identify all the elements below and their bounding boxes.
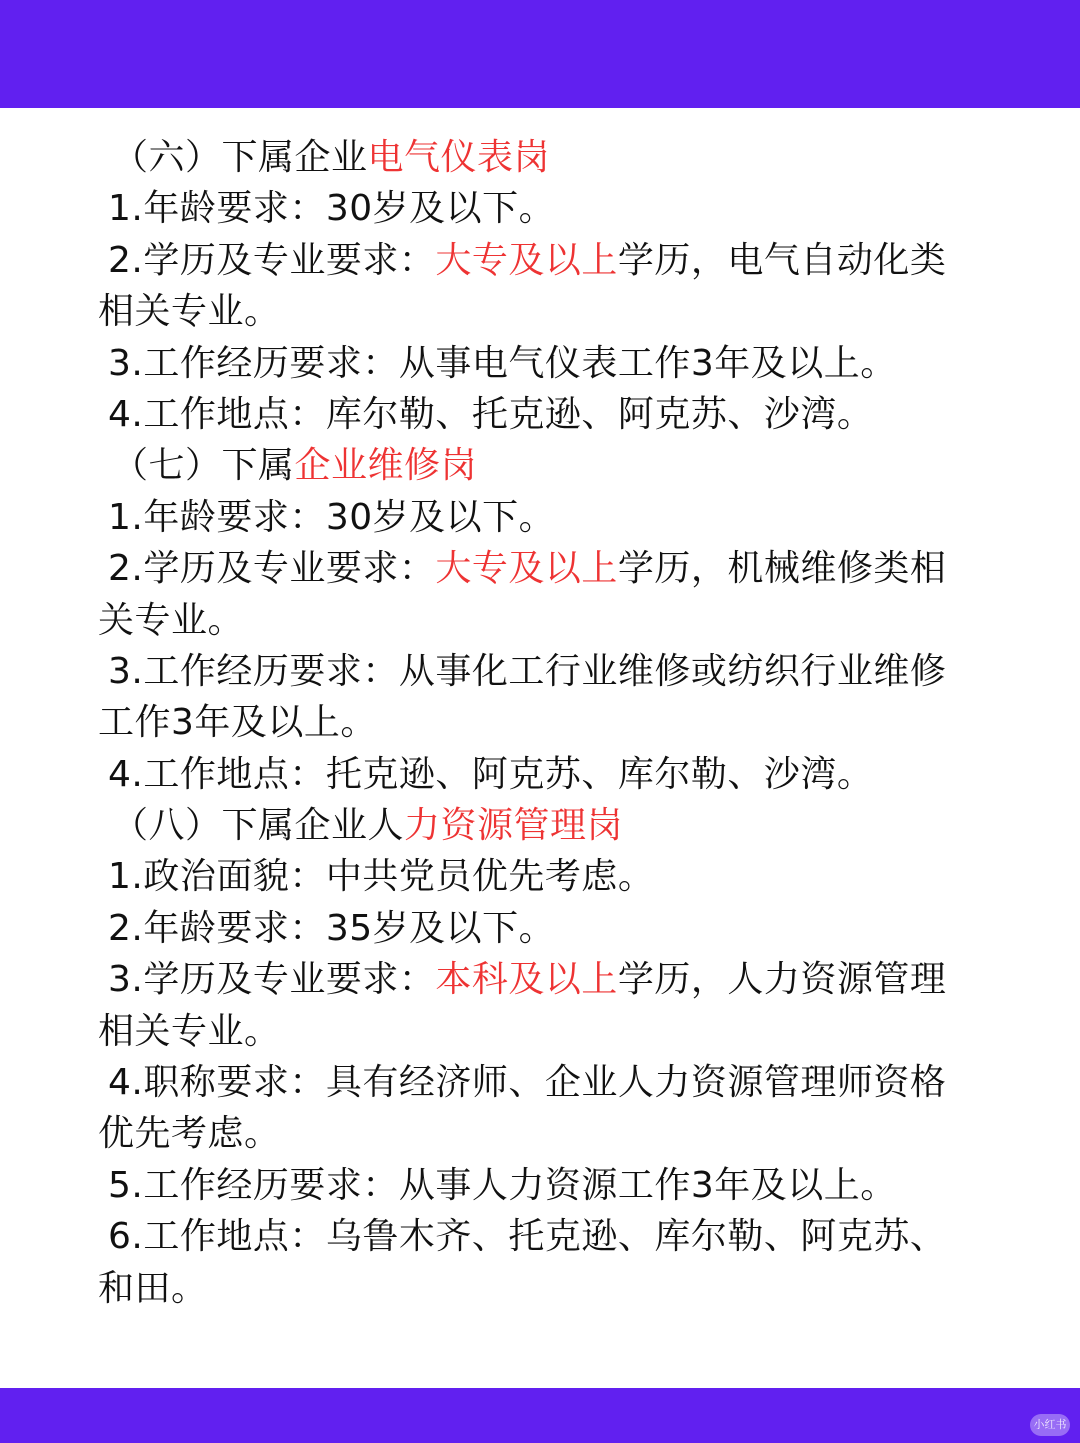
highlight-text: 大专及以上	[435, 239, 618, 281]
highlight-text: 力资源管理岗	[404, 805, 624, 847]
highlight-text: 大专及以上	[435, 548, 618, 590]
watermark-logo: 小红书	[1030, 1414, 1070, 1436]
section-heading: （七）下属企业维修岗	[112, 445, 478, 487]
requirement-line: 1.年龄要求：30岁及以下。	[108, 188, 556, 230]
section-heading: （六）下属企业电气仪表岗	[112, 137, 551, 178]
requirement-line-continued: 相关专业。	[98, 1010, 281, 1052]
requirement-line: 1.政治面貌：中共党员优先考虑。	[108, 856, 655, 898]
requirement-line: 4.职称要求：具有经济师、企业人力资源管理师资格	[108, 1062, 947, 1104]
requirement-line: 2.年龄要求：35岁及以下。	[108, 907, 556, 949]
requirement-line: 2.学历及专业要求：大专及以上学历，机械维修类相	[108, 548, 947, 590]
requirement-line: 4.工作地点：托克逊、阿克苏、库尔勒、沙湾。	[108, 753, 874, 795]
requirement-line: 6.工作地点：乌鲁木齐、托克逊、库尔勒、阿克苏、	[108, 1216, 947, 1258]
section-heading: （八）下属企业人力资源管理岗	[112, 805, 624, 847]
requirement-line-continued: 和田。	[98, 1267, 208, 1309]
requirement-line-continued: 工作3年及以上。	[98, 702, 377, 744]
highlight-text: 企业维修岗	[294, 445, 478, 487]
top-banner	[0, 0, 1080, 108]
bottom-banner	[0, 1388, 1080, 1443]
requirement-line-continued: 关专业。	[98, 599, 245, 641]
requirement-line-continued: 相关专业。	[98, 291, 281, 333]
requirement-line: 5.工作经历要求：从事人力资源工作3年及以上。	[108, 1164, 897, 1206]
requirement-line: 4.工作地点：库尔勒、托克逊、阿克苏、沙湾。	[108, 393, 874, 435]
requirement-line: 3.学历及专业要求：本科及以上学历，人力资源管理	[108, 959, 947, 1001]
requirement-line: 1.年龄要求：30岁及以下。	[108, 496, 556, 538]
highlight-text: 电气仪表岗	[367, 137, 551, 178]
highlight-text: 本科及以上	[435, 959, 618, 1001]
requirement-line: 2.学历及专业要求：大专及以上学历，电气自动化类	[108, 239, 947, 281]
requirement-line-continued: 优先考虑。	[98, 1113, 281, 1155]
requirement-line: 3.工作经历要求：从事电气仪表工作3年及以上。	[108, 342, 897, 384]
job-requirements-text	[98, 132, 968, 1314]
requirement-line: 3.工作经历要求：从事化工行业维修或纺织行业维修	[108, 650, 947, 692]
